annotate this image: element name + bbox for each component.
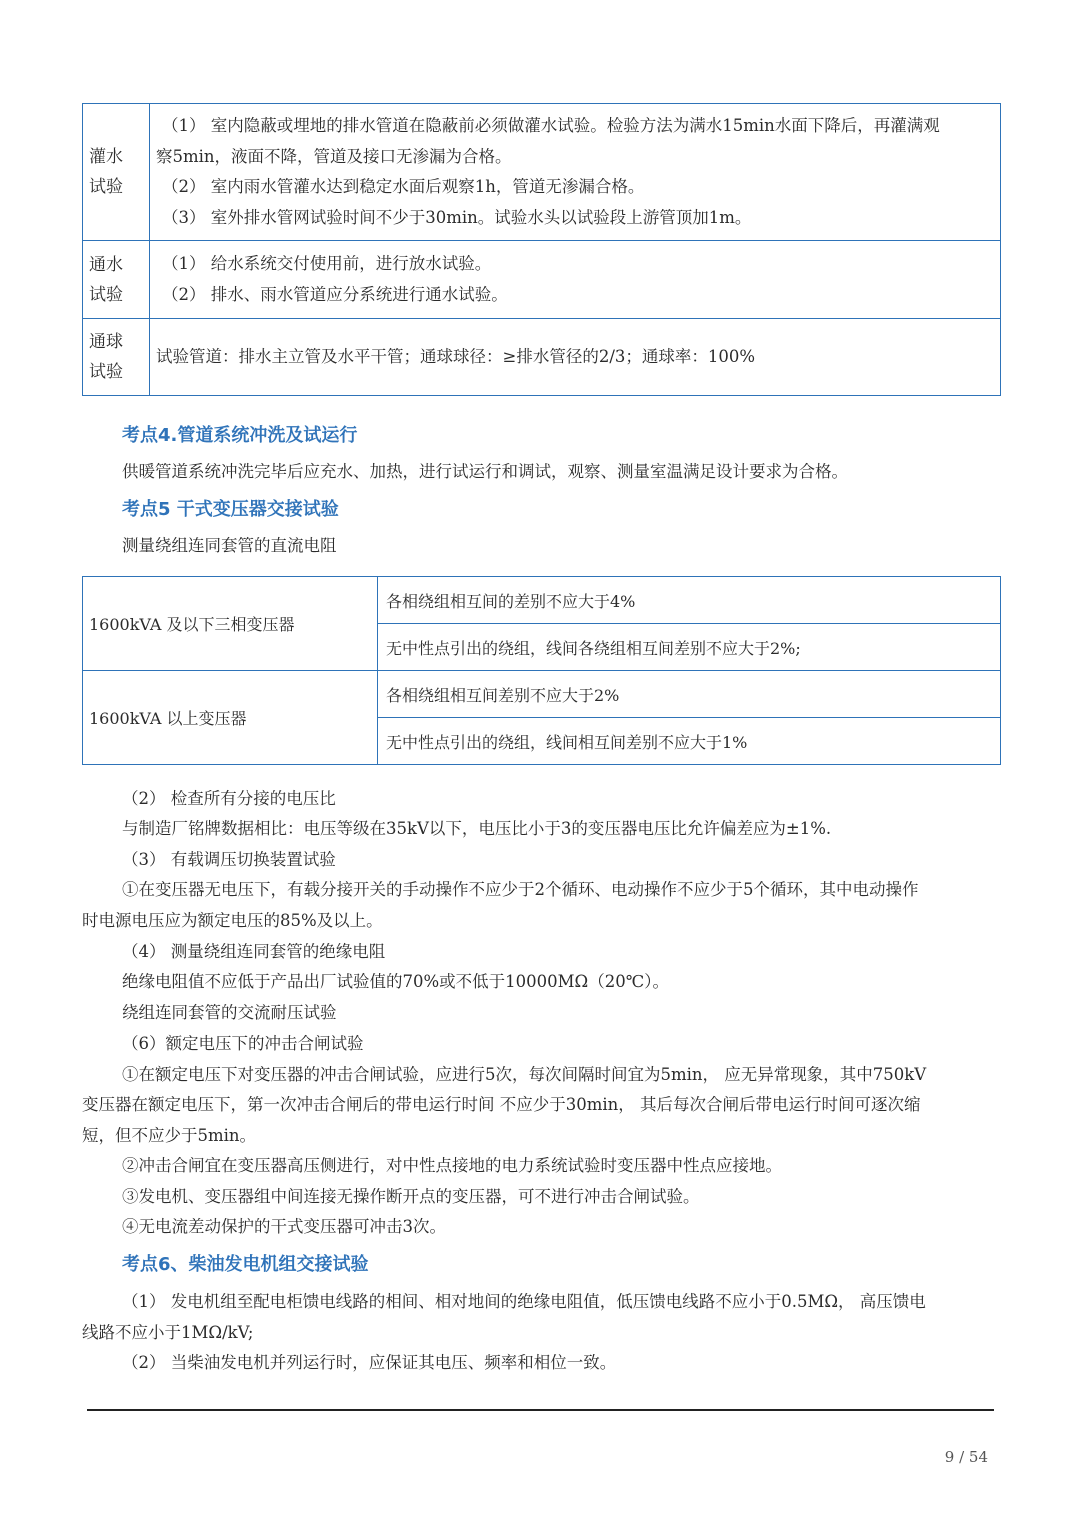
content-cell <box>150 241 1001 319</box>
value-cell <box>378 624 1001 671</box>
label-cell <box>83 671 378 765</box>
category-line: 灌水 <box>89 147 123 167</box>
paragraph: ③发电机、变压器组中间连接无操作断开点的变压器，可不进行冲击合闸试验。 <box>122 1187 700 1206</box>
category-line: 试验 <box>89 177 123 197</box>
paragraph: 测量绕组连同套管的直流电阻 <box>122 536 337 555</box>
content-line: （1） 室内隐蔽或埋地的排水管道在隐蔽前必须做灌水试验。检验方法为满水15min水面下降后，再灌满观 <box>162 116 940 135</box>
table-row <box>83 319 1001 396</box>
paragraph: （2） 当柴油发电机并列运行时，应保证其电压、频率和相位一致。 <box>122 1353 617 1372</box>
category-line: 试验 <box>89 362 123 382</box>
row-value: 各相绕组相互间差别不应大于2% <box>386 685 620 705</box>
paragraph: 线路不应小于1MΩ/kV; <box>82 1323 254 1342</box>
paragraph: （3） 有载调压切换装置试验 <box>122 850 336 869</box>
content-line: （3） 室外排水管网试验时间不少于30min。试验水头以试验段上游管顶加1m。 <box>162 207 752 227</box>
paragraph: 绕组连同套管的交流耐压试验 <box>122 1003 337 1022</box>
row-label: 1600kVA 及以下三相变压器 <box>89 615 295 634</box>
content-line: （1） 给水系统交付使用前，进行放水试验。 <box>162 254 492 273</box>
paragraph: ①在额定电压下对变压器的冲击合闸试验，应进行5次，每次间隔时间宜为5min， 应无异常现象，其中750kV <box>122 1065 927 1084</box>
section-heading: 考点4.管道系统冲洗及试运行 <box>122 425 358 446</box>
value-cell <box>378 671 1001 718</box>
paragraph: 供暖管道系统冲洗完毕后应充水、加热，进行试运行和调试，观察、测量室温满足设计要求为合格。 <box>122 462 848 481</box>
paragraph: 变压器在额定电压下，第一次冲击合闸后的带电运行时间 不应少于30min， 其后每次合闸后带电运行时间可逐次缩 <box>82 1095 921 1114</box>
pipe-test-table <box>82 103 1001 396</box>
content-line: （2） 排水、雨水管道应分系统进行通水试验。 <box>162 284 508 304</box>
row-value: 无中性点引出的绕组，线间各绕组相互间差别不应大于2%; <box>386 638 801 658</box>
content-line: 试验管道：排水主立管及水平干管；通球球径：≥排水管径的2/3；通球率：100% <box>156 346 756 366</box>
label-cell <box>83 577 378 671</box>
row-value: 各相绕组相互间的差别不应大于4% <box>386 591 636 611</box>
content-cell <box>150 104 1001 241</box>
table-row <box>83 577 1001 624</box>
paragraph: ①在变压器无电压下，有载分接开关的手动操作不应少于2个循环、电动操作不应少于5个循环，其中电动操作 <box>122 880 919 899</box>
value-cell <box>378 577 1001 624</box>
category-line: 试验 <box>89 284 123 305</box>
table-row <box>83 671 1001 718</box>
paragraph: （4） 测量绕组连同套管的绝缘电阻 <box>122 942 386 961</box>
category-cell <box>83 241 150 319</box>
section-heading: 考点6、柴油发电机组交接试验 <box>122 1254 369 1275</box>
section-heading: 考点5 干式变压器交接试验 <box>122 499 339 520</box>
paragraph: （2） 检查所有分接的电压比 <box>122 789 336 808</box>
paragraph: 与制造厂铭牌数据相比：电压等级在35kV以下，电压比小于3的变压器电压比允许偏差应为±1%. <box>122 819 832 838</box>
category-line: 通球 <box>89 332 123 352</box>
footer-rule <box>87 1409 994 1411</box>
category-cell <box>83 104 150 241</box>
paragraph: （6）额定电压下的冲击合闸试验 <box>122 1034 364 1053</box>
page-number: 9 / 54 <box>944 1448 988 1466</box>
content-line: （2） 室内雨水管灌水达到稳定水面后观察1h，管道无渗漏合格。 <box>162 177 645 196</box>
paragraph: 短，但不应少于5min。 <box>82 1126 257 1145</box>
paragraph: 时电源电压应为额定电压的85%及以上。 <box>82 911 383 930</box>
table-row <box>83 104 1001 241</box>
category-cell <box>83 319 150 396</box>
table-row <box>83 241 1001 319</box>
row-value: 无中性点引出的绕组，线间相互间差别不应大于1% <box>386 732 748 752</box>
row-label: 1600kVA 以上变压器 <box>89 709 247 728</box>
paragraph: 绝缘电阻值不应低于产品出厂试验值的70%或不低于10000MΩ（20℃）。 <box>122 972 669 991</box>
category-line: 通水 <box>89 254 123 275</box>
transformer-resistance-table <box>82 576 1001 765</box>
paragraph: ④无电流差动保护的干式变压器可冲击3次。 <box>122 1217 446 1236</box>
paragraph: ②冲击合闸宜在变压器高压侧进行，对中性点接地的电力系统试验时变压器中性点应接地。 <box>122 1156 782 1175</box>
content-line: 察5min，液面不降，管道及接口无渗漏为合格。 <box>156 146 512 166</box>
value-cell <box>378 718 1001 765</box>
paragraph: （1） 发电机组至配电柜馈电线路的相间、相对地间的绝缘电阻值，低压馈电线路不应小于0.5MΩ， 高压馈电 <box>122 1292 926 1311</box>
content-cell <box>150 319 1001 396</box>
